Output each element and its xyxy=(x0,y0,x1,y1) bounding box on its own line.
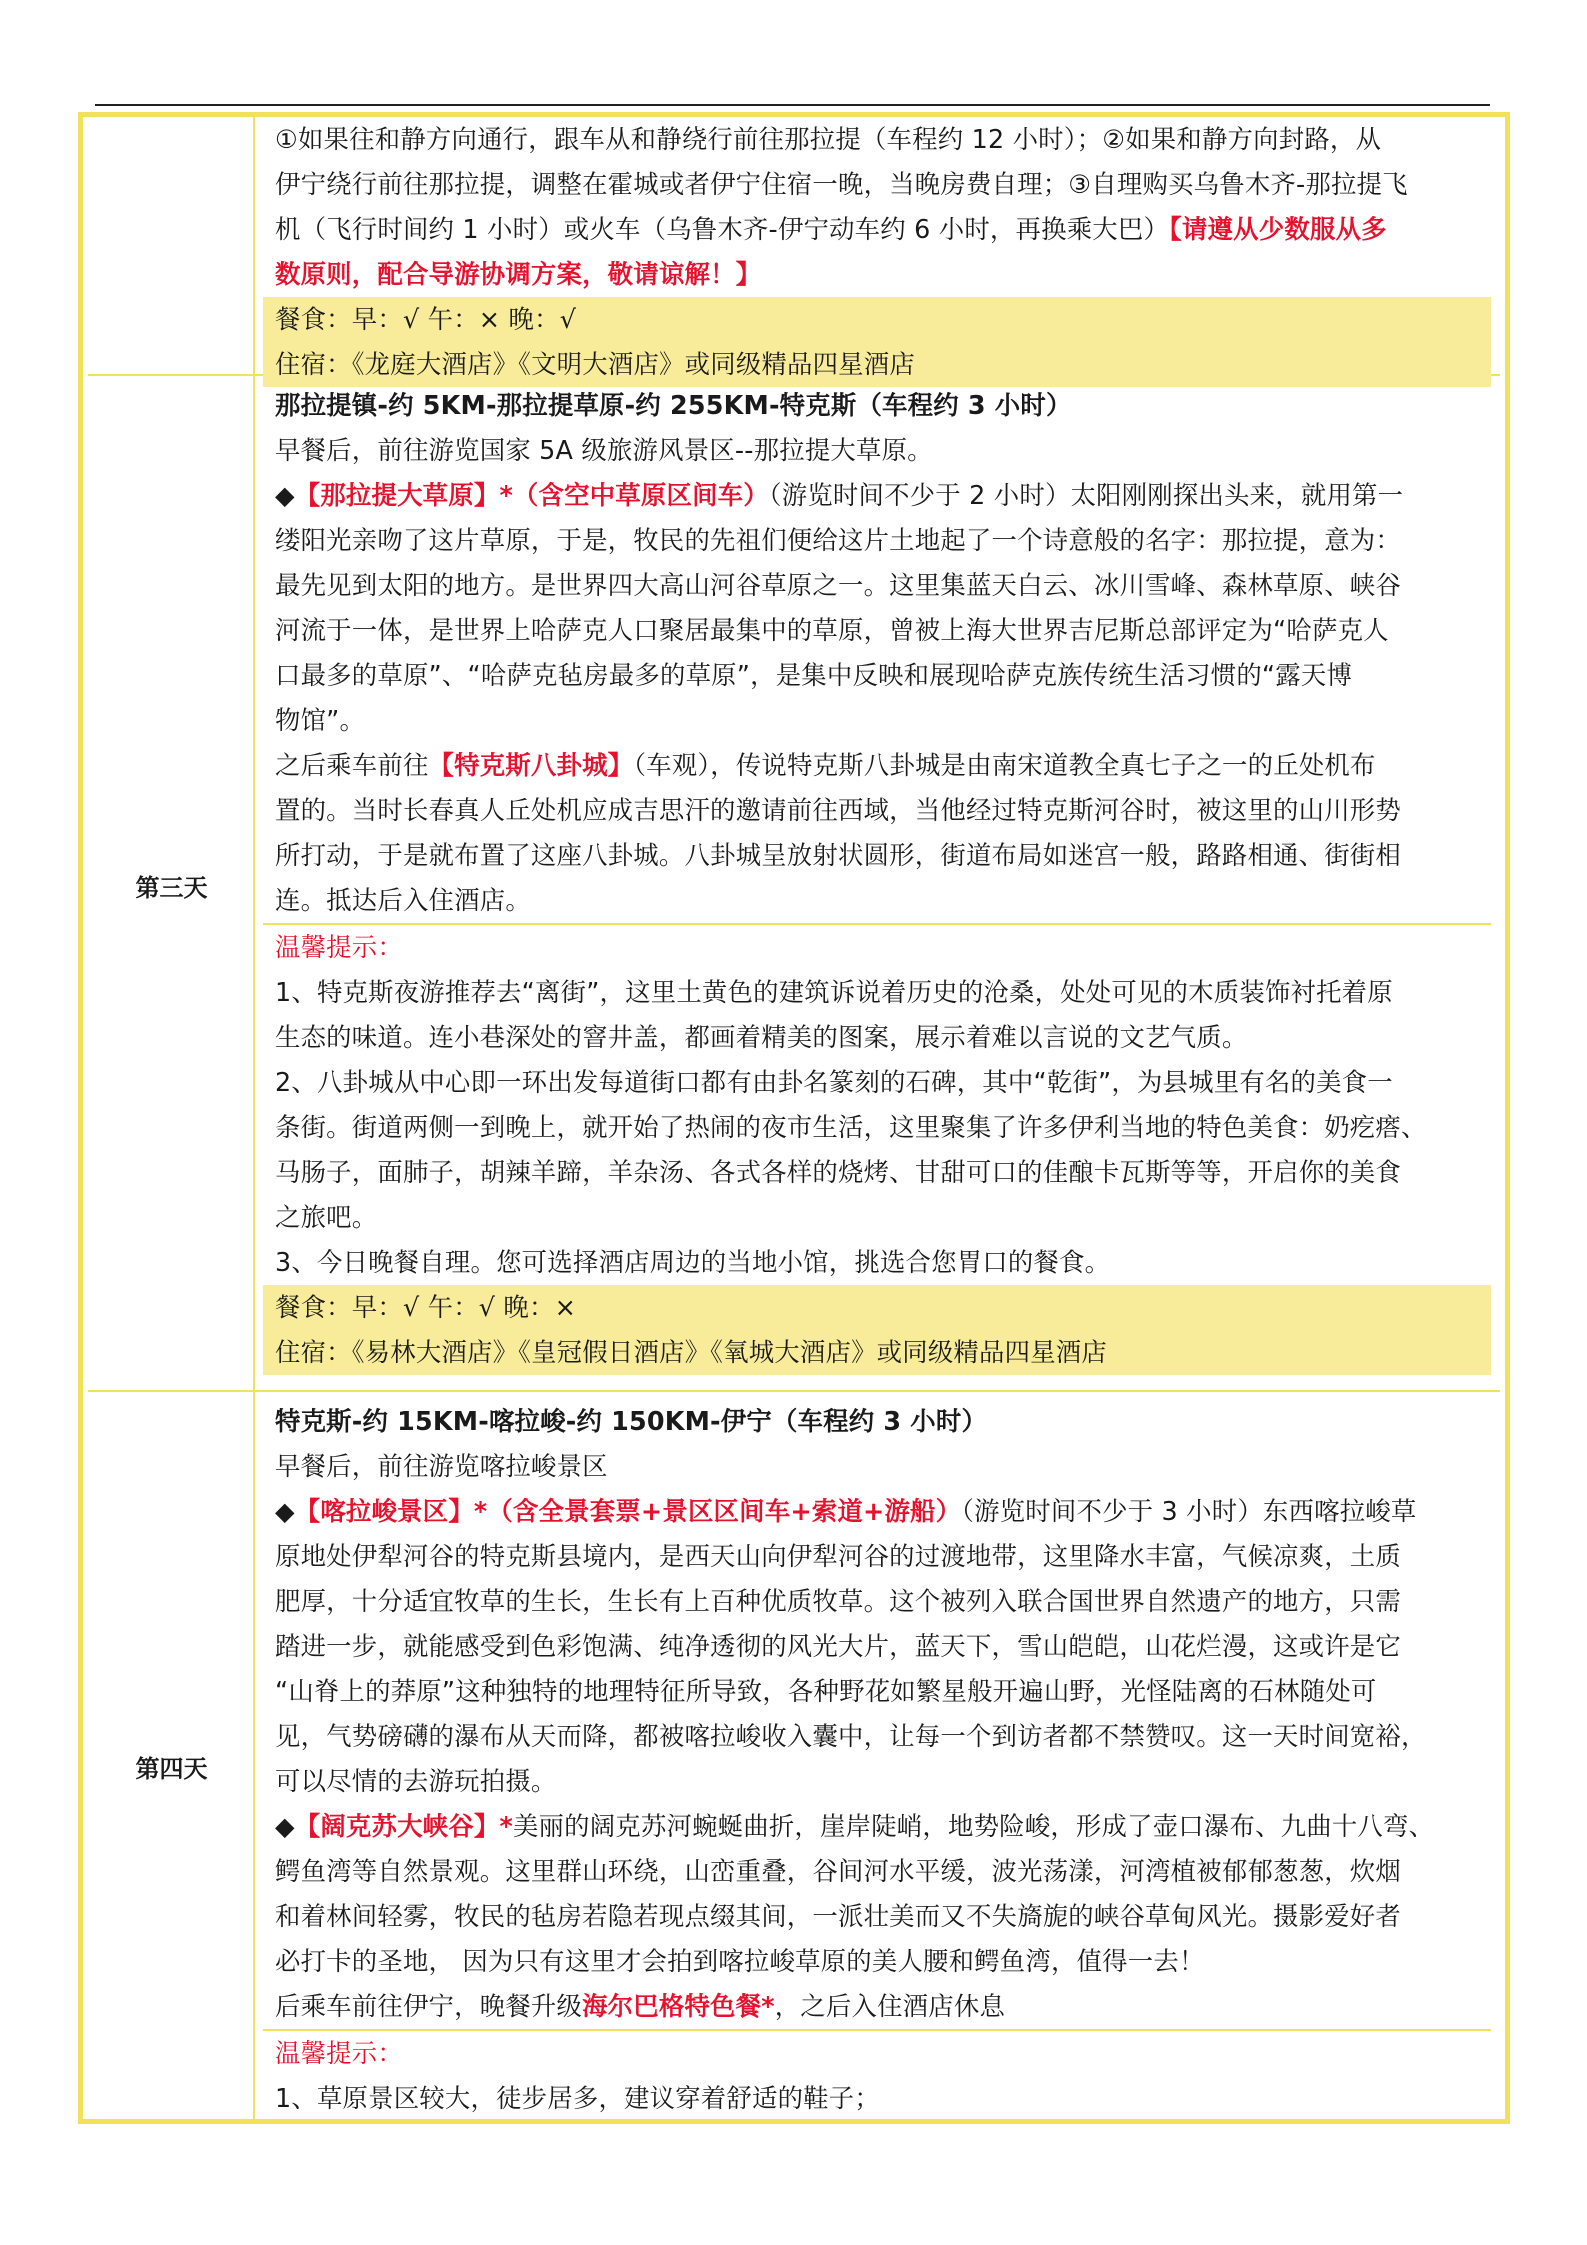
day4-spot1-line: 原地处伊犁河谷的特克斯县境内，是西天山向伊犁河谷的过渡地带，这里降水丰富，气候凉爽，土质 xyxy=(275,1541,1401,1571)
day3-content xyxy=(263,383,1491,1375)
day3-spot2-line: 所打动，于是就布置了这座八卦城。八卦城呈放射状圆形，街道布局如迷宫一般，路路相通、街街相 xyxy=(275,840,1401,870)
day-column xyxy=(88,117,255,2119)
day2-line: 伊宁绕行前往那拉提，调整在霍城或者伊宁住宿一晚，当晚房费自理；③自理购买乌鲁木齐-那拉提飞 xyxy=(275,169,1408,199)
day3-spot1-line xyxy=(275,473,1481,518)
day3-tip-line: 1、特克斯夜游推荐去“离街”，这里土黄色的建筑诉说着历史的沧桑，处处可见的木质装饰衬托着原 xyxy=(275,977,1393,1007)
day3-spot2-text: （车观），传说特克斯八卦城是由南宋道教全真七子之一的丘处机布 xyxy=(633,750,1376,780)
day2-notice-red-line: 数原则，配合导游协调方案，敬请谅解！】 xyxy=(275,259,762,289)
day2-tail-text xyxy=(263,117,1491,297)
day4-tips xyxy=(263,2029,1491,2121)
day4-spot1-line: “山脊上的莽原”这种独特的地理特征所导致，各种野花如繁星般开遍山野，光怪陆离的石林随处可 xyxy=(275,1676,1377,1706)
day4-dinner-suffix: ，之后入住酒店休息 xyxy=(774,1991,1006,2021)
day4-tip-line: 1、草原景区较大，徒步居多，建议穿着舒适的鞋子； xyxy=(275,2083,880,2113)
day3-spot1-title: 【那拉提大草原】*（含空中草原区间车） xyxy=(294,480,769,510)
day4-spot1-line: 见，气势磅礴的瀑布从天而降，都被喀拉峻收入囊中，让每一个到访者都不禁赞叹。这一天时间宽裕， xyxy=(275,1721,1427,1751)
day4-spot1-line: 肥厚，十分适宜牧草的生长，生长有上百种优质牧草。这个被列入联合国世界自然遗产的地方，只需 xyxy=(275,1586,1401,1616)
day3-tips-title: 温馨提示： xyxy=(275,932,403,962)
day2-notice-red: 【请遵从少数服从多 xyxy=(1169,214,1387,244)
day2-hotel: 住宿：《龙庭大酒店》《文明大酒店》或同级精品四星酒店 xyxy=(275,349,915,379)
day2-line-text: 机（飞行时间约 1 小时）或火车（乌鲁木齐-伊宁动车约 6 小时，再换乘大巴） xyxy=(275,214,1170,244)
day3-route: 那拉提镇-约 5KM-那拉提草原-约 255KM-特克斯（车程约 3 小时） xyxy=(275,390,1072,420)
day3-spot2-title: 【特克斯八卦城】 xyxy=(428,750,634,780)
day3-intro: 早餐后，前往游览国家 5A 级旅游风景区--那拉提大草原。 xyxy=(275,435,933,465)
day4-spot2-text: 美丽的阔克苏河蜿蜒曲折，崖岸陡峭，地势险峻，形成了壶口瀑布、九曲十八弯、 xyxy=(512,1811,1435,1841)
day3-main xyxy=(263,383,1491,923)
row-divider-day4 xyxy=(88,1390,1500,1392)
day4-spot1-text: （游览时间不少于 3 小时）东西喀拉峻草 xyxy=(961,1496,1417,1526)
day3-tip-line: 生态的味道。连小巷深处的窨井盖，都画着精美的图案，展示着难以言说的文艺气质。 xyxy=(275,1022,1248,1052)
day4-spot1-line: 踏进一步，就能感受到色彩饱满、纯净透彻的风光大片，蓝天下，雪山皑皑，山花烂漫，这或许是它 xyxy=(275,1631,1401,1661)
day3-hotel: 住宿：《易林大酒店》《皇冠假日酒店》《氧城大酒店》或同级精品四星酒店 xyxy=(275,1337,1107,1367)
day3-spot1-line: 口最多的草原”、“哈萨克毡房最多的草原”，是集中反映和展现哈萨克族传统生活习惯的“露天博 xyxy=(275,660,1353,690)
bullet-icon: ◆ xyxy=(275,480,295,510)
day4-spot1-title: 【喀拉峻景区】*（含全景套票+景区区间车+索道+游船） xyxy=(294,1496,962,1526)
day3-tip-line: 之旅吧。 xyxy=(275,1202,378,1232)
day4-intro: 早餐后，前往游览喀拉峻景区 xyxy=(275,1451,608,1481)
day2-meal-hotel xyxy=(263,297,1491,387)
day3-spot1-line: 物馆”。 xyxy=(275,705,366,735)
day2-line: ①如果往和静方向通行，跟车从和静绕行前往那拉提（车程约 12 小时）；②如果和静方向封路，从 xyxy=(275,124,1382,154)
day3-tip-line: 3、今日晚餐自理。您可选择酒店周边的当地小馆，挑选合您胃口的餐食。 xyxy=(275,1247,1111,1277)
day2-line xyxy=(275,207,1481,252)
day3-tip-line: 2、八卦城从中心即一环出发每道街口都有由卦名篆刻的石碑，其中“乾街”，为县城里有名的美食一 xyxy=(275,1067,1393,1097)
day4-spot1-line: 可以尽情的去游玩拍摄。 xyxy=(275,1766,557,1796)
day4-dinner-line xyxy=(275,1984,1481,2029)
day4-spot2-line: 必打卡的圣地， 因为只有这里才会拍到喀拉峻草原的美人腰和鳄鱼湾，值得一去！ xyxy=(275,1946,1205,1976)
day4-tips-title: 温馨提示： xyxy=(275,2038,403,2068)
day3-tip-line: 条街。街道两侧一到晚上，就开始了热闹的夜市生活，这里聚集了许多伊利当地的特色美食：奶疙瘩、 xyxy=(275,1112,1427,1142)
day4-spot2-line: 鳄鱼湾等自然景观。这里群山环绕，山峦重叠，谷间河水平缓，波光荡漾，河湾植被郁郁葱葱，炊烟 xyxy=(275,1856,1401,1886)
day3-spot1-line: 缕阳光亲吻了这片草原，于是，牧民的先祖们便给这片土地起了一个诗意般的名字：那拉提，意为： xyxy=(275,525,1401,555)
day4-main xyxy=(263,1399,1491,2029)
day3-spot1-line: 最先见到太阳的地方。是世界四大高山河谷草原之一。这里集蓝天白云、冰川雪峰、森林草原、峡谷 xyxy=(275,570,1401,600)
day3-spot1-line: 河流于一体，是世界上哈萨克人口聚居最集中的草原，曾被上海大世界吉尼斯总部评定为“哈萨克人 xyxy=(275,615,1389,645)
day3-spot2-line: 连。抵达后入住酒店。 xyxy=(275,885,531,915)
day2-meals: 餐食：早：√ 午：× 晚：√ xyxy=(275,304,577,334)
day3-spot2-line xyxy=(275,743,1481,788)
day4-content xyxy=(263,1399,1491,2121)
day4-dinner-prefix: 后乘车前往伊宁，晚餐升级 xyxy=(275,1991,583,2021)
day-label-3: 第三天 xyxy=(135,874,208,902)
day4-spot2-line: 和着林间轻雾，牧民的毡房若隐若现点缀其间，一派壮美而又不失旖旎的峡谷草甸风光。摄影爱好者 xyxy=(275,1901,1401,1931)
day3-meal-hotel xyxy=(263,1285,1491,1375)
day3-tips xyxy=(263,923,1491,1285)
day3-spot1-text: （游览时间不少于 2 小时）太阳刚刚探出头来，就用第一 xyxy=(768,480,1404,510)
bullet-icon: ◆ xyxy=(275,1496,295,1526)
day3-meals: 餐食：早：√ 午：√ 晚：× xyxy=(275,1292,577,1322)
day4-spot2-line xyxy=(275,1804,1481,1849)
day3-tip-line: 马肠子，面肺子，胡辣羊蹄，羊杂汤、各式各样的烧烤、甘甜可口的佳酿卡瓦斯等等，开启你的美食 xyxy=(275,1157,1401,1187)
day3-spot2-line: 置的。当时长春真人丘处机应成吉思汗的邀请前往西域，当他经过特克斯河谷时，被这里的山川形势 xyxy=(275,795,1401,825)
day-label-4: 第四天 xyxy=(135,1755,208,1783)
day4-dinner-highlight: 海尔巴格特色餐* xyxy=(582,1991,775,2021)
bullet-icon: ◆ xyxy=(275,1811,295,1841)
day4-spot1-line xyxy=(275,1489,1481,1534)
day4-route: 特克斯-约 15KM-喀拉峻-约 150KM-伊宁（车程约 3 小时） xyxy=(275,1406,988,1436)
itinerary-table xyxy=(78,112,1510,2124)
day4-spot2-title: 【阔克苏大峡谷】* xyxy=(294,1811,513,1841)
day2-tail-content xyxy=(263,117,1491,387)
page-top-rule xyxy=(95,104,1490,106)
day3-spot2-prefix: 之后乘车前往 xyxy=(275,750,429,780)
